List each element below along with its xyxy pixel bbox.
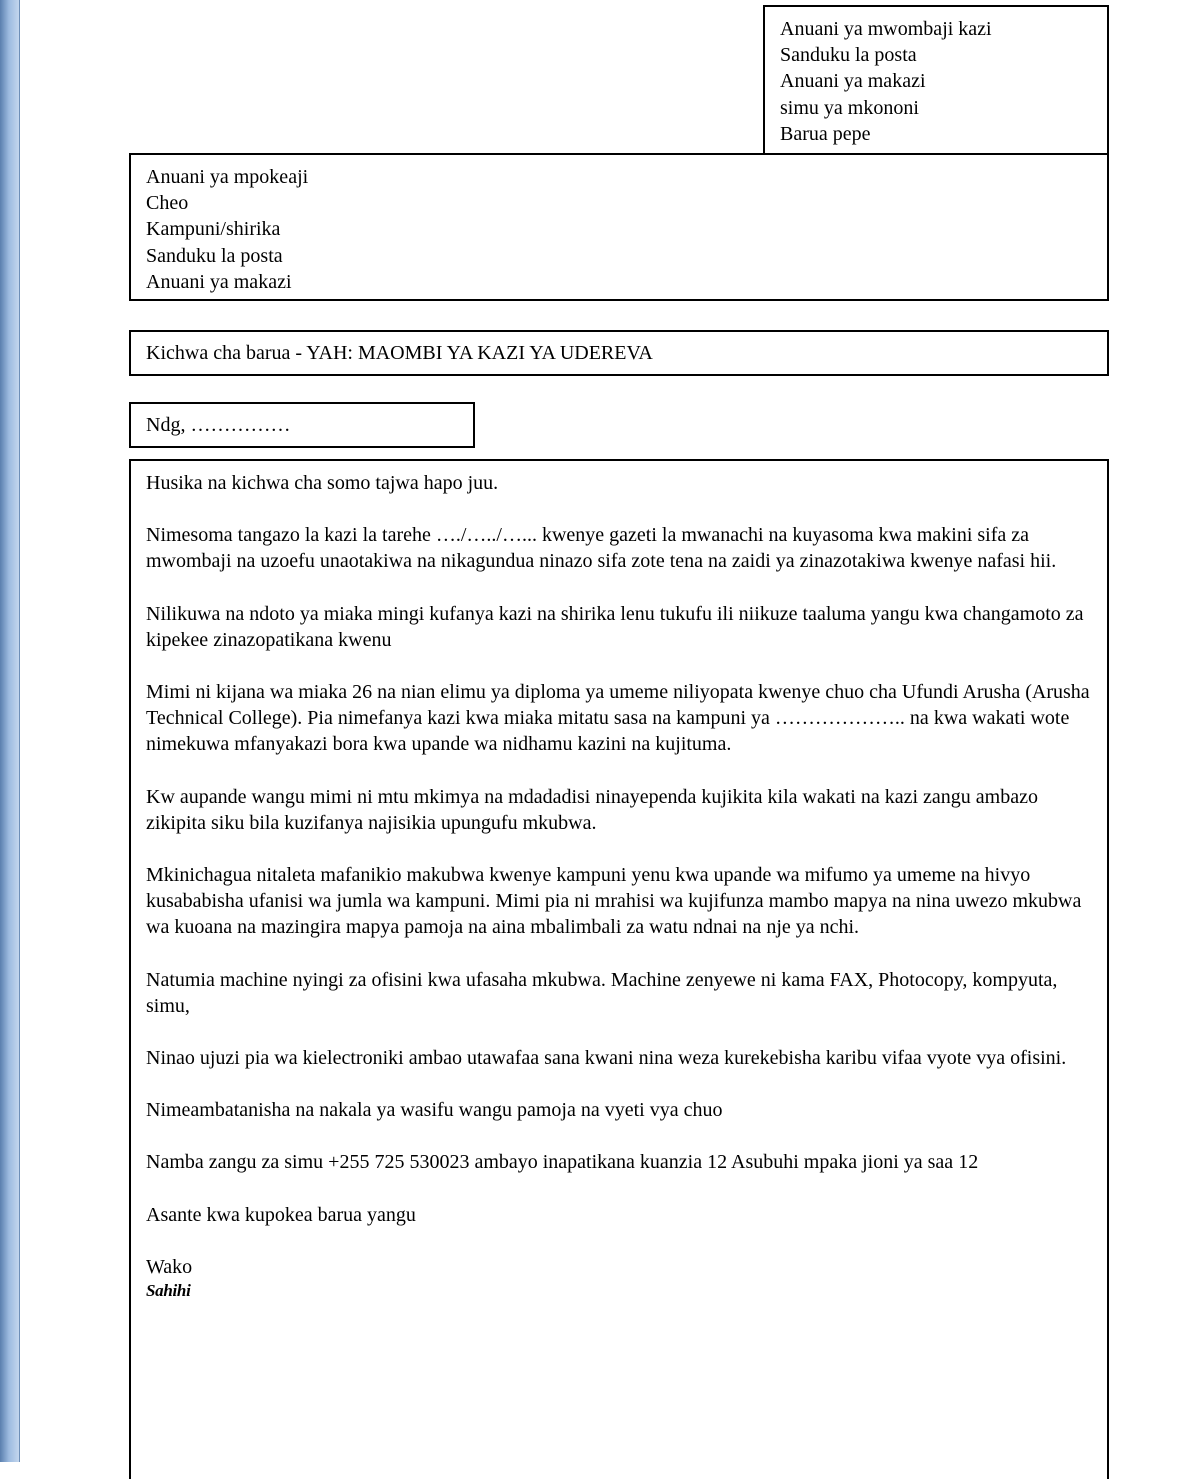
- recipient-address-box: [129, 153, 1109, 301]
- signature: Sahihi: [146, 1281, 191, 1301]
- letter-closing: Wako: [146, 1255, 193, 1278]
- body-paragraph: Nimesoma tangazo la kazi la tarehe …./…../…... kwenye gazeti la mwanachi na kuyasoma kwa makini sifa za mwombaji na uzoefu unaotakiwa na nikagundua ninazo sifa zote tena na zaidi ya zinazotakiwa kwenye nafasi hii.: [146, 524, 1057, 573]
- sender-address-line: Sanduku la posta: [780, 44, 917, 67]
- body-paragraph: Mkinichagua nitaleta mafanikio makubwa kwenye kampuni yenu kwa upande wa mifumo ya umeme na hivyo kusababisha ufanisi wa jumla wa kampuni. Mimi pia ni mrahisi wa kujifunza mambo mapya na nina uwezo mkubwa wa kuoana na mazingira mapya pamoja na aina mbalimbali za watu ndnai na nje ya nchi.: [146, 864, 1082, 939]
- body-paragraph: Kw aupande wangu mimi ni mtu mkimya na mdadadisi ninayependa kujikita kila wakati na kazi zangu ambazo zikipita siku bila kuzifanya najisikia upungufu mkubwa.: [146, 785, 1038, 834]
- sender-address-line: Anuani ya mwombaji kazi: [780, 18, 992, 40]
- subject-line: Kichwa cha barua - YAH: MAOMBI YA KAZI YA UDEREVA: [146, 342, 653, 364]
- window-left-edge: [0, 0, 20, 1462]
- body-paragraph: Asante kwa kupokea barua yangu: [146, 1203, 416, 1226]
- sender-address-line: Anuani ya makazi: [780, 70, 926, 93]
- body-paragraph: Nilikuwa na ndoto ya miaka mingi kufanya kazi na shirika lenu tukufu ili niikuze taaluma yangu kwa changamoto za kipekee zinazopatikana kwenu: [146, 602, 1084, 651]
- body-paragraph: Namba zangu za simu +255 725 530023 ambayo inapatikana kuanzia 12 Asubuhi mpaka jioni ya saa 12: [146, 1151, 979, 1174]
- salutation-line: Ndg, ……………: [146, 414, 291, 436]
- recipient-address-line: Kampuni/shirika: [146, 218, 281, 241]
- body-paragraph: Mimi ni kijana wa miaka 26 na nian elimu ya diploma ya umeme niliyopata kwenye chuo cha Ufundi Arusha (Arusha Technical College). Pia nimefanya kazi kwa miaka mitatu sasa na kampuni ya ……………….. na kwa wakati wote nimekuwa mfanyakazi bora kwa upande wa nidhamu kazini na kujituma.: [146, 681, 1090, 756]
- body-paragraph: Natumia machine nyingi za ofisini kwa ufasaha mkubwa. Machine zenyewe ni kama FAX, Photocopy, kompyuta, simu,: [146, 968, 1058, 1017]
- subject-box: [129, 330, 1109, 376]
- recipient-address-line: Sanduku la posta: [146, 244, 283, 267]
- recipient-address-line: Anuani ya makazi: [146, 270, 292, 293]
- salutation-box: [129, 402, 475, 448]
- body-paragraph: Ninao ujuzi pia wa kielectroniki ambao utawafaa sana kwani nina weza kurekebisha karibu vifaa vyote vya ofisini.: [146, 1047, 1067, 1070]
- body-paragraph: Nimeambatanisha na nakala ya wasifu wangu pamoja na vyeti vya chuo: [146, 1099, 723, 1122]
- recipient-address-line: Anuani ya mpokeaji: [146, 166, 309, 188]
- body-paragraph: Husika na kichwa cha somo tajwa hapo juu.: [146, 472, 499, 494]
- sender-address-line: simu ya mkononi: [780, 96, 919, 119]
- recipient-address-line: Cheo: [146, 192, 189, 215]
- sender-address-line: Barua pepe: [780, 122, 871, 145]
- sender-address-box: [763, 5, 1109, 156]
- letter-body-box: [129, 459, 1109, 1479]
